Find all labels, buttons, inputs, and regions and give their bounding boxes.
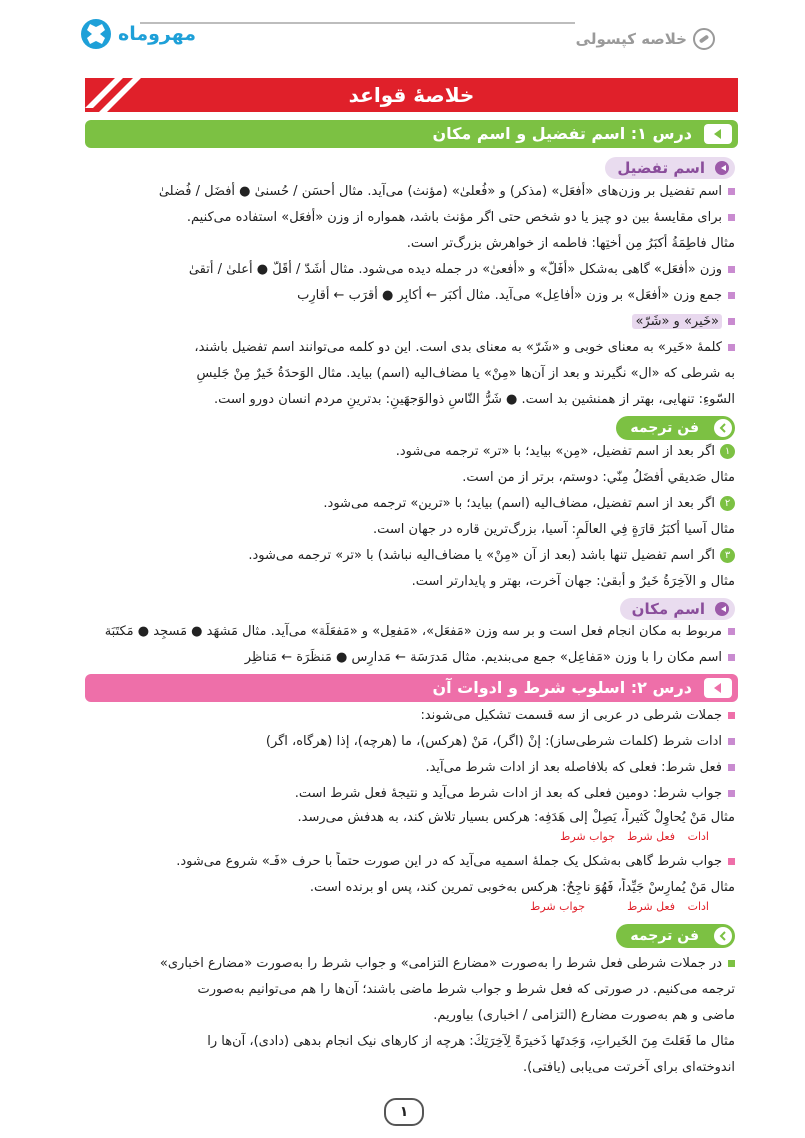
summary-banner <box>85 78 738 112</box>
rule-line: ۱اگر بعد از اسم تفضیل، «مِن» بیاید؛ با «تر» ترجمه می‌شود. <box>60 442 735 462</box>
bullet-icon <box>715 602 729 616</box>
square-bullet-icon <box>728 858 735 865</box>
grammar-label: فعل شرط <box>627 830 675 843</box>
chevron-icon <box>714 419 732 437</box>
bullet-icon <box>715 161 729 175</box>
text-line: برای مقایسۀ بین دو چیز یا دو شخص حتی اگر مؤنث باشد، همواره از وزن «أفعَل» استفاده می‌کنیم. <box>60 208 735 228</box>
square-bullet-icon <box>728 266 735 273</box>
square-bullet-icon <box>728 214 735 221</box>
header <box>80 18 745 58</box>
grammar-label: فعل شرط <box>627 900 675 913</box>
play-icon <box>704 678 732 698</box>
rule-line: ۲اگر بعد از اسم تفضیل، مضاف‌الیه (اسم) بیاید؛ با «ترین» ترجمه می‌شود. <box>60 494 735 514</box>
square-bullet-icon <box>728 712 735 719</box>
square-bullet-icon <box>728 292 735 299</box>
grammar-label: ادات <box>687 830 709 843</box>
text-line: مربوط به مکان انجام فعل است و بر سه وزن «مَفعَل»، «مَفعِل» و «مَفعَلَة» می‌آید. مثال مَشهَد ● مَسجِد ● مَکتَبَة <box>60 622 735 642</box>
banner-stripes <box>85 78 145 112</box>
square-bullet-icon <box>728 628 735 635</box>
lesson1-title: درس ۱: اسم تفضیل و اسم مکان <box>432 124 692 143</box>
square-bullet-icon <box>728 764 735 771</box>
lesson1-bar <box>85 120 738 148</box>
square-bullet-icon <box>728 318 735 325</box>
chevron-icon <box>714 927 732 945</box>
text-line: ماضی و هم به‌صورت مضارع (التزامی / اخباری) بیاوریم. <box>433 1008 735 1023</box>
square-bullet-icon <box>728 188 735 195</box>
example-line: مثال آسیا أکبَرُ قارَةٍ فِي العالَمِ: آسیا، بزرگ‌ترین قاره در جهان است. <box>372 522 735 537</box>
example-line: مثال فاطِمَةُ أکبَرُ مِن أُختِها: فاطمه از خواهرش بزرگ‌تر است. <box>406 236 735 251</box>
grammar-label: جواب شرط <box>560 830 615 843</box>
example-line: مثال و الآخِرَةُ خَیرٌ و أبقیٰ: جهان آخرت، بهتر و پایدارتر است. <box>411 574 735 589</box>
square-bullet-icon <box>728 738 735 745</box>
butterfly-icon <box>80 18 112 50</box>
text-line: اسم مکان را با وزن «مَفاعِل» جمع می‌بندیم. مثال مَدرَسَة ← مَدارِس ● مَنظَرَة ← مَناظِر <box>60 648 735 668</box>
example-line: مثال مَنْ یُمارِسْ جَیِّداً، فَهُوَ ناجِحٌ: هرکس به‌خوبی تمرین کند، پس او برنده است. <box>309 880 735 895</box>
page-number: ۱ <box>384 1098 424 1126</box>
square-bullet-icon <box>728 654 735 661</box>
square-bullet-icon <box>728 790 735 797</box>
text-line: جملات شرطی در عربی از سه قسمت تشکیل می‌شوند: <box>60 706 735 726</box>
lesson2-bar <box>85 674 738 702</box>
text-line: ادات شرط (کلمات شرطی‌ساز): إنْ (اگر)، مَنْ (هرکس)، ما (هرچه)، إذا (هرگاه، اگر) <box>60 732 735 752</box>
skill-heading-translation: فن ترجمه <box>616 416 735 440</box>
text-line: در جملات شرطی فعل شرط را به‌صورت «مضارع التزامی» و جواب شرط را به‌صورت «مضارع اخباری» <box>60 954 735 974</box>
rule-line: ۳اگر اسم تفضیل تنها باشد (بعد از آن «مِنْ» یا مضاف‌الیه نباشد) با «تر» ترجمه می‌شود. <box>60 546 735 566</box>
text-line: جواب شرط گاهی به‌شکل یک جملۀ اسمیه می‌آید که در این صورت حتماً با حرف «فَـ» شروع می‌شود. <box>60 852 735 872</box>
grammar-label: جواب شرط <box>530 900 585 913</box>
square-bullet-icon <box>728 344 735 351</box>
text-line: اندوخته‌ای برای آخرتت می‌یابی (یافتی). <box>522 1060 735 1075</box>
brand-name: مهروماه <box>118 23 197 45</box>
example-line: مثال صَدیقي أفضَلُ مِنّي: دوستم، برتر از من است. <box>462 470 735 485</box>
section-label: خلاصه کپسولی <box>575 30 687 48</box>
header-section-title <box>576 28 715 50</box>
text-line: فعل شرط: فعلی که بلافاصله بعد از ادات شرط می‌آید. <box>60 758 735 778</box>
banner-title: خلاصۀ قواعد <box>348 83 475 107</box>
example-line: مثال مَنْ یُحاوِلْ کَثیراً، یَصِلْ إلی هَدَفِه: هرکس بسیار تلاش کند، به هدفش می‌رسد. <box>297 810 735 825</box>
text-line: «خَیر» و «شَرّ» <box>60 312 735 332</box>
grammar-label: ادات <box>687 900 709 913</box>
text-line: السّوءِ: تنهایی، بهتر از همنشین بد است. ● شَرُّ النّاسِ ذوالوَجهَینِ: بدترینِ مردم انسان دورو است. <box>213 392 735 407</box>
brand-logo <box>80 18 196 50</box>
subheading-tafzil: اسم تفضیل <box>605 157 735 179</box>
skill-heading-translation-2: فن ترجمه <box>616 924 735 948</box>
text-line: به شرطی که «ال» نگیرند و بعد از آن‌ها «مِنْ» یا مضاف‌الیه (اسم) بیاید. مثال الوَحدَةُ خَیرٌ مِنْ جَلیسِ <box>196 366 735 381</box>
lesson2-title: درس ۲: اسلوب شرط و ادوات آن <box>432 678 692 697</box>
example-line: مثال ما فَعَلتَ مِنَ الخَیراتِ، وَجَدتَها ذَخیرَةً لِآخِرَتِكَ: هرچه از کارهای نیک انجام بدهی (دادی)، آن‌ها را <box>207 1034 735 1049</box>
capsule-icon <box>693 28 715 50</box>
text-line: اسم تفضیل بر وزن‌های «أفعَل» (مذکر) و «فُعلیٰ» (مؤنث) می‌آید. مثال أحسَن / حُسنیٰ ● أفضَل / فُضلیٰ <box>60 182 735 202</box>
text-line: جواب شرط: دومین فعلی که بعد از ادات شرط می‌آید و نتیجۀ فعل شرط است. <box>60 784 735 804</box>
play-icon <box>704 124 732 144</box>
subheading-makan: اسم مکان <box>620 598 735 620</box>
square-bullet-icon <box>728 960 735 967</box>
text-line: ترجمه می‌کنیم. در صورتی که فعل شرط و جواب شرط ماضی باشند؛ آن‌ها را هم می‌توانیم به‌صورت <box>197 982 735 997</box>
text-line: جمع وزن «أفعَل» بر وزن «أفاعِل» می‌آید. مثال أکبَر ← أکابِر ● أقرَب ← أقارِب <box>60 286 735 306</box>
text-line: وزن «أفعَل» گاهی به‌شکل «أفَلّ» و «أفعیٰ» در جمله دیده می‌شود. مثال أشَدّ / أقَلّ ● أعلیٰ / أتقیٰ <box>60 260 735 280</box>
text-line: کلمۀ «خَیر» به معنای خوبی و «شَرّ» به معنای بدی است. این دو کلمه می‌توانند اسم تفضیل باشند، <box>60 338 735 358</box>
